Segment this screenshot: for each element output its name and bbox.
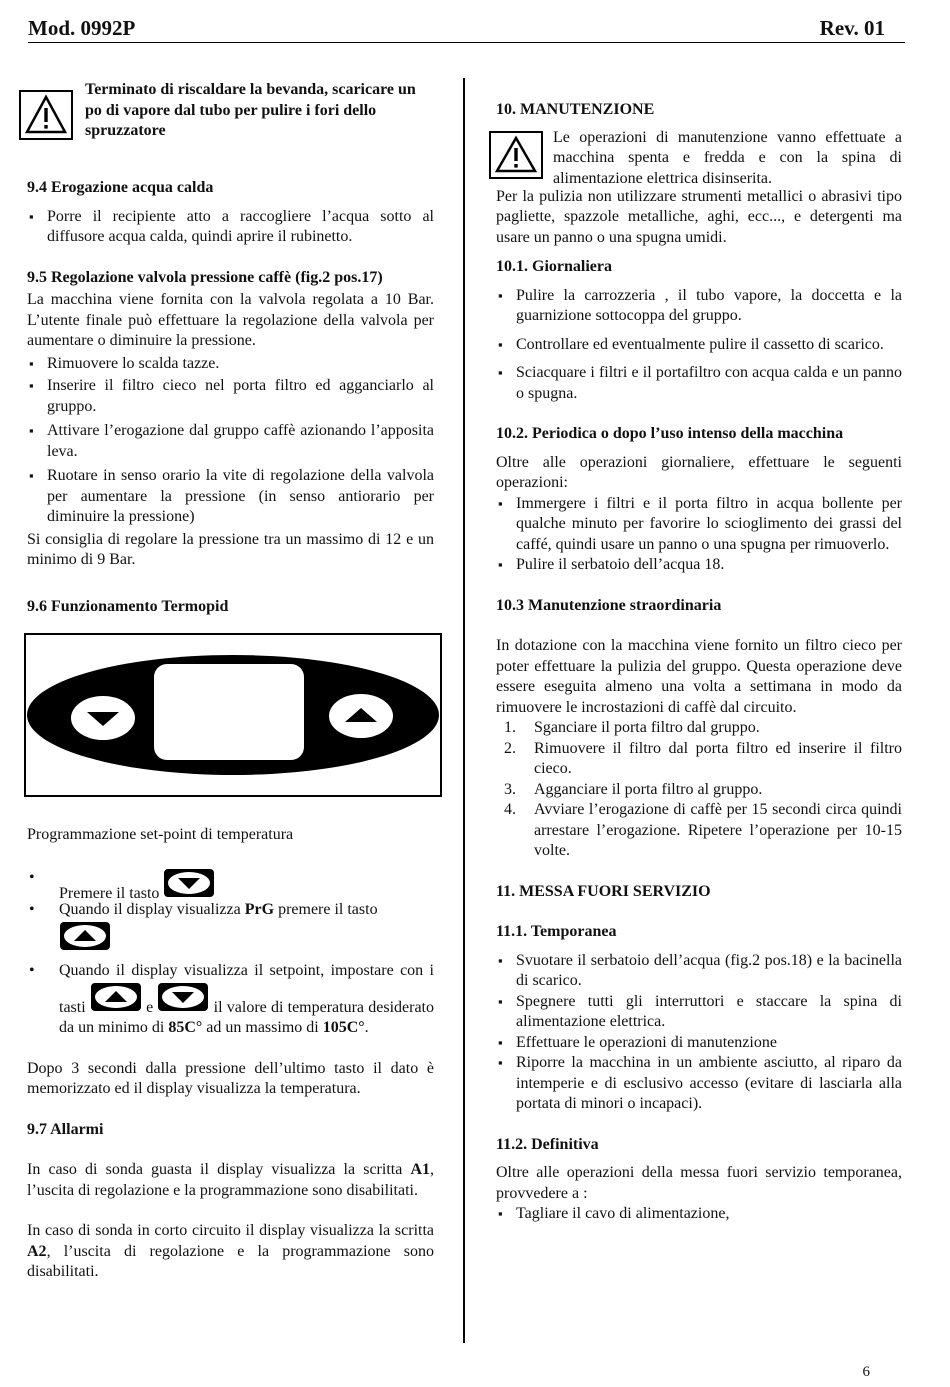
alarm-a2-text: In caso di sonda in corto circuito il display visualizza la scritta A2, l’uscita di regolazione e la programmazione sono disabilitati.: [27, 1222, 434, 1280]
section-9-6-list: [27, 868, 434, 1039]
list-item: ▪ Tagliare il cavo di alimentazione,: [496, 1204, 902, 1225]
list-item: ▪ Immergere i filtri e il porta filtro in acqua bollente per qualche minuto per favorire lo scioglimento dei grassi del caffé, quindi usare un panno o una spugna per rimuoverlo.: [496, 494, 902, 556]
section-10-2-list: [496, 494, 902, 576]
revision: Rev. 01: [819, 16, 885, 40]
down-key-icon: [163, 868, 215, 905]
section-10-3-intro: In dotazione con la macchina viene fornito un filtro cieco per poter effettuare la pulizia del gruppo. Questa operazione deve essere eseguita almeno una volta a settimana in modo da rimuovere le incrostazioni di caffè dal circuito.: [496, 637, 902, 716]
section-10-3-title: 10.3 Manutenzione straordinaria: [496, 596, 722, 614]
section-9-5-title: 9.5 Regolazione valvola pressione caffè (fig.2 pos.17): [27, 268, 383, 286]
section-11-2-title: 11.2. Definitiva: [496, 1135, 599, 1153]
alarm-code-a2: A2: [27, 1242, 47, 1260]
prg-code: PrG: [244, 901, 275, 918]
section-9-6-title: 9.6 Funzionamento Termopid: [27, 597, 229, 615]
page-header: [28, 14, 905, 43]
list-item: ▪ Svuotare il serbatoio dell’acqua (fig.2 pos.18) e la bacinella di scarico.: [496, 951, 902, 992]
list-item: 1. Sganciare il porta filtro dal gruppo.: [504, 719, 760, 736]
list-item: ▪ Spegnere tutti gli interruttori e staccare la spina di alimentazione elettrica.: [496, 992, 902, 1033]
page-number: 6: [862, 1364, 870, 1380]
section-9-5-note: Si consiglia di regolare la pressione tra un massimo di 12 e un minimo di 9 Bar.: [27, 530, 434, 568]
list-item: ▪ Controllare ed eventualmente pulire il cassetto di scarico.: [496, 335, 902, 356]
maintenance-warning: [496, 128, 902, 190]
list-item: • Quando il display visualizza PrG premere il tasto: [27, 900, 434, 957]
maintenance-warning-text: Le operazioni di manutenzione vanno effettuate a macchina spenta e fredda e con la spina di alimentazione elettrica disinserita.: [553, 128, 902, 187]
section-9-4-title: 9.4 Erogazione acqua calda: [27, 179, 214, 196]
section-10-2-title: 10.2. Periodica o dopo l’uso intenso della macchina: [496, 425, 844, 442]
section-11-2-intro: Oltre alle operazioni della messa fuori servizio temporanea, provvedere a :: [496, 1164, 902, 1202]
list-item: 2. Rimuovere il filtro dal porta filtro ed inserire il filtro cieco.: [504, 739, 902, 777]
list-item: ▪ Sciacquare i filtri e il portafiltro con acqua calda e un panno o spugna.: [496, 363, 902, 404]
section-11-1-list: [496, 951, 902, 1115]
section-9-7-title: 9.7 Allarmi: [27, 1120, 104, 1138]
section-11-1-title: 11.1. Temporanea: [496, 923, 617, 940]
list-item: ▪ Rimuovere lo scalda tazze.: [27, 354, 434, 375]
list-item: 3. Agganciare il porta filtro al gruppo.: [504, 780, 763, 798]
programming-title: Programmazione set-point di temperatura: [27, 826, 294, 843]
alarm-code-a1: A1: [410, 1161, 430, 1178]
section-9-5-intro: La macchina viene fornita con la valvola regolata a 10 Bar. L’utente finale può effettuare la regolazione della valvola per aumentare o diminuire la pressione.: [27, 291, 434, 349]
list-item: ▪ Pulire la carrozzeria , il tubo vapore, la doccetta e la guarnizione sottocoppa del gruppo.: [496, 286, 902, 327]
section-10-3-steps: [496, 718, 902, 862]
warning-note-text: Terminato di riscaldare la bevanda, scaricare un po di vapore dal tubo per pulire i fori dello spruzzatore: [85, 81, 416, 139]
alarm-a1-text: In caso di sonda guasta il display visualizza la scritta A1, l’uscita di regolazione e la programmazione sono disabilitati.: [27, 1161, 434, 1199]
list-item: ▪ Attivare l’erogazione dal gruppo caffè azionando l’apposita leva.: [27, 421, 434, 462]
right-column: [496, 100, 902, 1225]
list-item: 4. Avviare l’erogazione di caffè per 15 secondi circa quindi arrestare l’erogazione. Ripetere l’operazione per 10-15 volte.: [504, 801, 902, 859]
warning-icon: [489, 131, 543, 179]
warning-icon: [19, 90, 73, 140]
list-item: ▪ Pulire il serbatoio dell’acqua 18.: [496, 555, 902, 576]
section-10-title: 10. MANUTENZIONE: [496, 101, 655, 118]
section-10-text: Per la pulizia non utilizzare strumenti metallici o abrasivi tipo pagliette, spazzole metalliche, aghi, ecc..., e detergenti ma usare un panno o una spugna umidi.: [496, 187, 902, 246]
section-10-1-title: 10.1. Giornaliera: [496, 258, 612, 275]
list-item: ▪ Inserire il filtro cieco nel porta filtro ed agganciarlo al gruppo.: [27, 376, 434, 417]
warning-note: [27, 80, 434, 142]
section-9-5-list: [27, 354, 434, 528]
model-code: Mod. 0992P: [28, 16, 136, 40]
list-item: • Quando il display visualizza il setpoint, impostare con i tasti e il valore di temperatura desiderato da un minimo di 85C° ad un massimo di 105C°.: [27, 961, 434, 1039]
left-column: [27, 80, 434, 1283]
termopid-panel-illustration: [24, 633, 442, 797]
up-key-icon: [59, 921, 111, 958]
list-item: ▪ Effettuare le operazioni di manutenzione: [496, 1033, 902, 1054]
up-key-icon: [90, 982, 142, 1019]
memorize-note: Dopo 3 secondi dalla pressione dell’ultimo tasto il dato è memorizzato ed il display visualizza la temperatura.: [27, 1059, 434, 1097]
list-item: ▪ Ruotare in senso orario la vite di regolazione della valvola per aumentare la pressione (in senso antiorario per diminuire la pressione): [27, 466, 434, 528]
list-item: • Premere il tasto: [27, 868, 434, 905]
max-temperature: 105C°: [322, 1019, 365, 1036]
min-temperature: 85C°: [168, 1019, 203, 1036]
column-divider: [463, 78, 465, 1343]
section-11-title: 11. MESSA FUORI SERVIZIO: [496, 882, 711, 900]
section-10-2-intro: Oltre alle operazioni giornaliere, effettuare le seguenti operazioni:: [496, 453, 902, 491]
down-key-icon: [157, 982, 209, 1019]
list-item: ▪ Riporre la macchina in un ambiente asciutto, al riparo da intemperie e di esclusivo accesso (evitare di lasciarla alla portata di minori o incapaci).: [496, 1053, 902, 1115]
section-10-1-list: [496, 286, 902, 405]
section-11-2-list: [496, 1204, 902, 1225]
section-9-4-list: [27, 207, 434, 248]
list-item: ▪ Porre il recipiente atto a raccogliere l’acqua sotto al diffusore acqua calda, quindi aprire il rubinetto.: [27, 207, 434, 248]
